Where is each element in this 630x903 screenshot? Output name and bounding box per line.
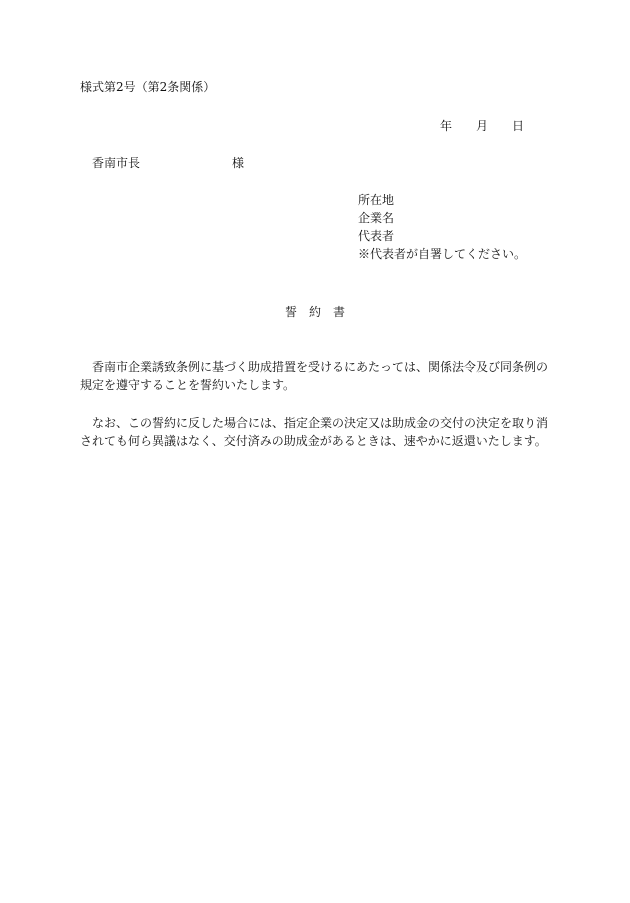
paragraph-1: 香南市企業誘致条例に基づく助成措置を受けるにあたっては、関係法令及び同条例の規定を遵守することを誓約いたします。 xyxy=(80,360,549,392)
document-title: 誓約書 xyxy=(284,305,357,319)
signature-note: ※代表者が自署してください。 xyxy=(358,247,527,261)
addressee xyxy=(92,155,244,171)
addressee-name: 香南市長 xyxy=(92,156,141,170)
addressee-honorific: 様 xyxy=(232,156,245,170)
company-name-label: 企業名 xyxy=(358,211,395,225)
representative-label: 代表者 xyxy=(358,229,395,243)
date-year-label: 年 xyxy=(440,119,453,133)
date-day-label: 日 xyxy=(512,119,525,133)
form-number: 様式第2号（第2条関係） xyxy=(80,80,216,94)
applicant-block xyxy=(358,191,526,263)
address-label: 所在地 xyxy=(358,193,395,207)
paragraph-2: なお、この誓約に反した場合には、指定企業の決定又は助成金の交付の決定を取り消されても何ら異議はなく、交付済みの助成金があるときは、速やかに返還いたします。 xyxy=(80,416,549,448)
date-month-label: 月 xyxy=(476,119,489,133)
date-line xyxy=(440,118,524,134)
